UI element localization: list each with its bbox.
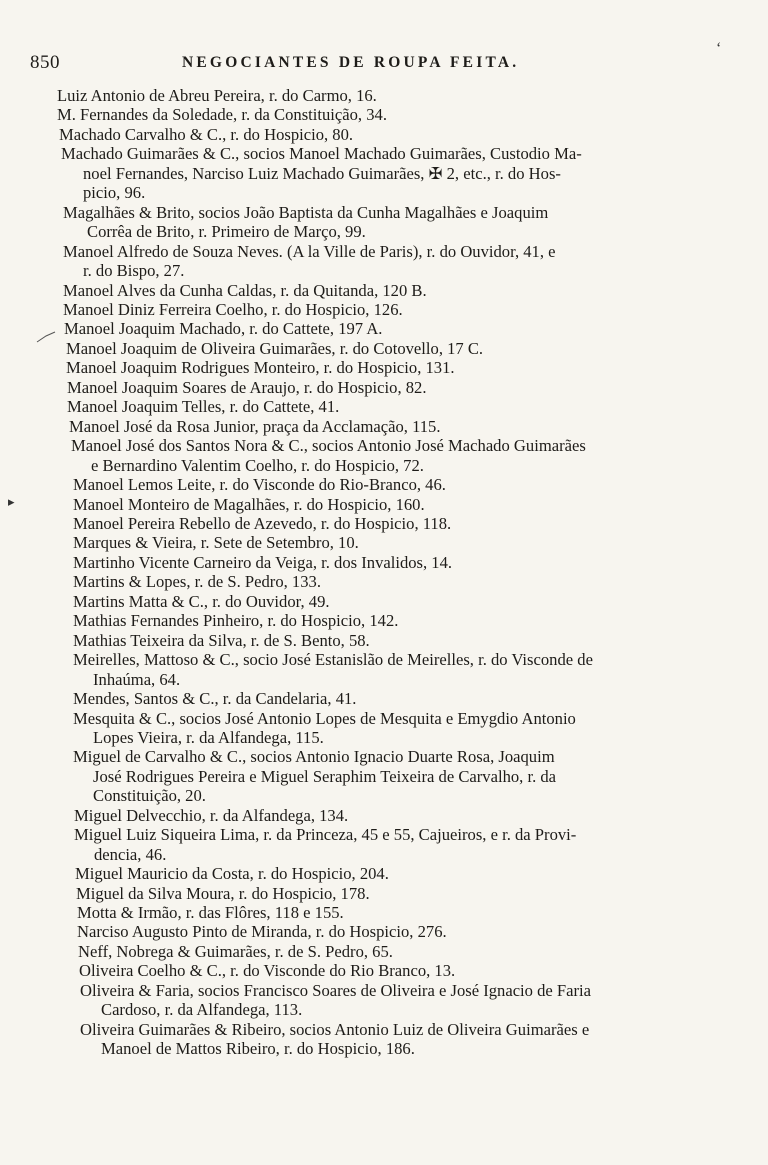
entry-line: Manoel Joaquim Soares de Araujo, r. do Hospicio, 82. [67, 377, 427, 397]
entry-line: Miguel de Carvalho & C., socios Antonio Ignacio Duarte Rosa, Joaquim [73, 747, 555, 767]
entry-line: Mathias Fernandes Pinheiro, r. do Hospicio, 142. [73, 611, 399, 631]
directory-entry [0, 281, 768, 300]
entry-line: Manoel Joaquim de Oliveira Guimarães, r. do Cotovello, 17 C. [66, 338, 484, 358]
entry-continuation-line: Corrêa de Brito, r. Primeiro de Março, 99. [87, 222, 366, 242]
entry-line: Manoel Joaquim Telles, r. do Cattete, 41. [67, 397, 340, 417]
directory-entry [0, 358, 768, 377]
directory-entry [0, 514, 768, 533]
entry-line: Oliveira Guimarães & Ribeiro, socios Antonio Luiz de Oliveira Guimarães e [80, 1019, 590, 1039]
directory-entry [0, 533, 768, 552]
entry-line: Manoel Lemos Leite, r. do Visconde do Rio-Branco, 46. [73, 475, 446, 495]
entry-continuation-line: Constituição, 20. [93, 786, 206, 806]
page-number: 850 [30, 52, 60, 73]
directory-entry [0, 144, 768, 202]
directory-entry [0, 709, 768, 748]
entry-line: Manoel Monteiro de Magalhães, r. do Hospicio, 160. [73, 494, 425, 514]
directory-entry [0, 747, 768, 805]
entry-line: Marques & Vieira, r. Sete de Setembro, 10. [73, 533, 359, 553]
directory-entry [0, 203, 768, 242]
entry-line: Miguel da Silva Moura, r. do Hospicio, 178. [76, 883, 370, 903]
entry-line: Oliveira & Faria, socios Francisco Soares de Oliveira e José Ignacio de Faria [80, 980, 592, 1000]
entry-line: Martins & Lopes, r. de S. Pedro, 133. [73, 572, 321, 592]
directory-entry [0, 981, 768, 1020]
directory-entry [0, 903, 768, 922]
directory-entry [0, 86, 768, 105]
entry-line: Meirelles, Mattoso & C., socio José Estanislão de Meirelles, r. do Visconde de [73, 650, 593, 670]
entry-line: Machado Carvalho & C., r. do Hospicio, 80. [59, 124, 354, 144]
directory-entry [0, 436, 768, 475]
entry-line: Manoel José da Rosa Junior, praça da Acclamação, 115. [69, 416, 441, 436]
margin-bullet-mark: ▸ [8, 494, 15, 509]
entry-line: Manoel Alves da Cunha Caldas, r. da Quitanda, 120 B. [63, 280, 427, 300]
directory-entry [0, 942, 768, 961]
entry-continuation-line: picio, 96. [83, 183, 146, 203]
directory-entry [0, 592, 768, 611]
entry-continuation-line: José Rodrigues Pereira e Miguel Seraphim Teixeira de Carvalho, r. da [93, 766, 557, 786]
entry-line: Manoel Diniz Ferreira Coelho, r. do Hospicio, 126. [63, 299, 403, 319]
directory-entry [0, 650, 768, 689]
entry-line: Motta & Irmão, r. das Flôres, 118 e 155. [77, 903, 344, 923]
directory-entry [0, 378, 768, 397]
entry-line: Miguel Luiz Siqueira Lima, r. da Princeza, 45 e 55, Cajueiros, e r. da Provi- [74, 825, 577, 845]
directory-entry [0, 864, 768, 883]
directory-entry [0, 300, 768, 319]
directory-entry [0, 105, 768, 124]
directory-entry [0, 825, 768, 864]
entry-continuation-line: r. do Bispo, 27. [83, 261, 185, 281]
directory-entry [0, 631, 768, 650]
entry-continuation-line: noel Fernandes, Narciso Luiz Machado Guimarães, ✠ 2, etc., r. do Hos- [83, 163, 561, 183]
directory-entry [0, 242, 768, 281]
entry-line: Neff, Nobrega & Guimarães, r. de S. Pedro, 65. [78, 941, 393, 961]
entry-line: Martinho Vicente Carneiro da Veiga, r. dos Invalidos, 14. [73, 552, 453, 572]
entry-line: Mesquita & C., socios José Antonio Lopes de Mesquita e Emygdio Antonio [73, 708, 576, 728]
entry-list [0, 86, 768, 1059]
page-title: NEGOCIANTES DE ROUPA FEITA. [182, 54, 520, 71]
entry-line: Manoel Alfredo de Souza Neves. (A la Ville de Paris), r. do Ouvidor, 41, e [63, 241, 556, 261]
entry-continuation-line: Lopes Vieira, r. da Alfandega, 115. [93, 727, 324, 747]
entry-continuation-line: e Bernardino Valentim Coelho, r. do Hospicio, 72. [91, 455, 424, 475]
entry-line: Oliveira Coelho & C., r. do Visconde do Rio Branco, 13. [79, 961, 456, 981]
directory-entry [0, 475, 768, 494]
directory-entry [0, 397, 768, 416]
directory-entry [0, 572, 768, 591]
entry-line: Manoel Joaquim Rodrigues Monteiro, r. do Hospicio, 131. [66, 358, 455, 378]
page-header [0, 50, 768, 80]
margin-quote-mark: ‘ [716, 40, 722, 57]
entry-line: Mendes, Santos & C., r. da Candelaria, 41. [73, 689, 357, 709]
directory-entry [0, 495, 768, 514]
entry-line: Martins Matta & C., r. do Ouvidor, 49. [73, 591, 330, 611]
directory-entry [0, 961, 768, 980]
entry-line: Narciso Augusto Pinto de Miranda, r. do Hospicio, 276. [77, 922, 447, 942]
directory-entry [0, 1020, 768, 1059]
entry-line: Machado Guimarães & C., socios Manoel Machado Guimarães, Custodio Ma- [61, 144, 582, 164]
entry-line: Luiz Antonio de Abreu Pereira, r. do Carmo, 16. [57, 86, 377, 105]
entry-line: Manoel José dos Santos Nora & C., socios Antonio José Machado Guimarães [71, 436, 586, 456]
entry-continuation-line: Manoel de Mattos Ribeiro, r. do Hospicio, 186. [101, 1039, 415, 1059]
directory-entry [0, 417, 768, 436]
entry-line: M. Fernandes da Soledade, r. da Constituição, 34. [57, 105, 387, 125]
entry-line: Miguel Delvecchio, r. da Alfandega, 134. [74, 805, 349, 825]
directory-entry [0, 611, 768, 630]
entry-continuation-line: Inhaúma, 64. [93, 669, 181, 689]
entry-line: Miguel Mauricio da Costa, r. do Hospicio, 204. [75, 864, 389, 884]
directory-entry [0, 806, 768, 825]
directory-entry [0, 125, 768, 144]
directory-entry [0, 319, 768, 338]
directory-entry [0, 689, 768, 708]
directory-entry [0, 553, 768, 572]
entry-line: Magalhães & Brito, socios João Baptista da Cunha Magalhães e Joaquim [63, 202, 549, 222]
directory-entry [0, 884, 768, 903]
entry-continuation-line: Cardoso, r. da Alfandega, 113. [101, 1000, 303, 1020]
directory-entry [0, 922, 768, 941]
entry-line: Manoel Pereira Rebello de Azevedo, r. do Hospicio, 118. [73, 513, 452, 533]
directory-entry [0, 339, 768, 358]
entry-continuation-line: dencia, 46. [94, 844, 167, 864]
entry-line: Manoel Joaquim Machado, r. do Cattete, 197 A. [64, 319, 383, 339]
entry-line: Mathias Teixeira da Silva, r. de S. Bento, 58. [73, 630, 370, 650]
